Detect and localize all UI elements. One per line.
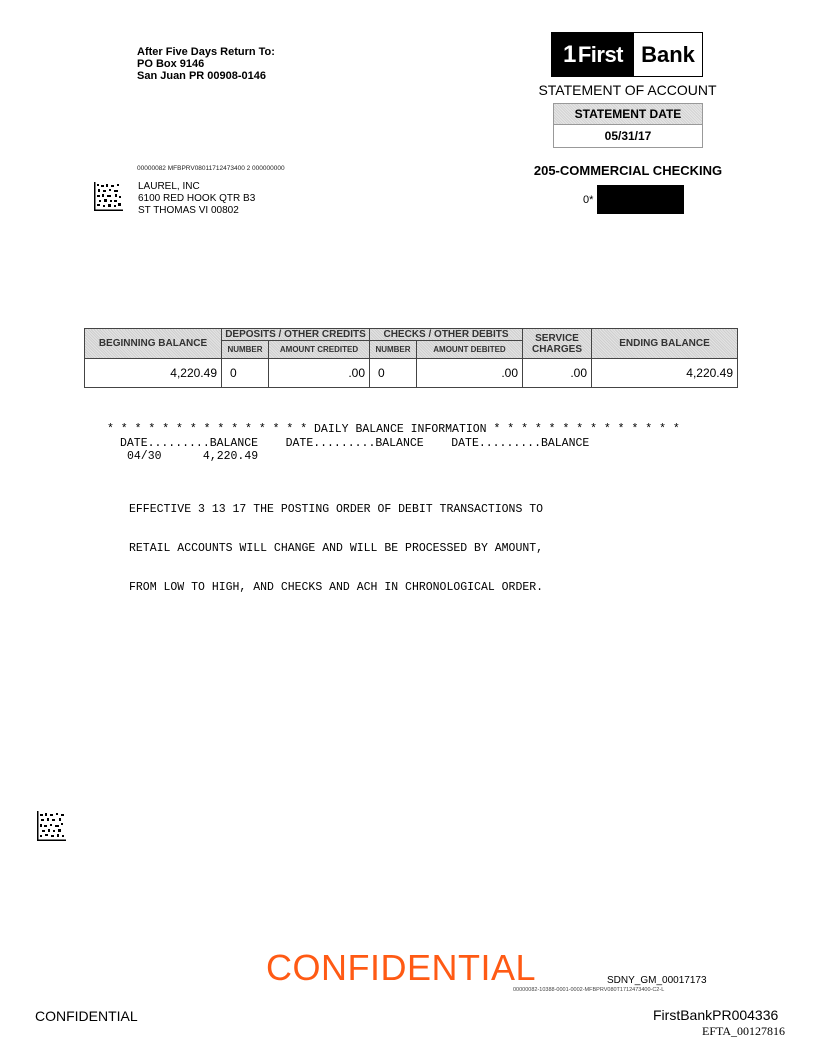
notice-line-2: RETAIL ACCOUNTS WILL CHANGE AND WILL BE PROCESSED BY AMOUNT, [129,542,544,555]
return-line-2: PO Box 9146 [137,58,205,70]
firstbank-bates-number: FirstBankPR004336 [653,1007,779,1023]
scan-code: 00000082 MFBPRV08011712473400 2 000000000 [137,165,285,172]
header-check-number: NUMBER [370,341,417,359]
header-service-charges: SERVICE CHARGES [523,329,592,359]
daily-balance-columns: DATE.........BALANCE DATE.........BALANCE DATE.........BALANCE [120,437,590,450]
amount-debited-value: .00 [417,359,523,388]
confidential-label: CONFIDENTIAL [35,1008,138,1024]
account-number-prefix: 0* [583,194,594,206]
firstbank-logo [551,32,703,77]
daily-balance-header: * * * * * * * * * * * * * * * DAILY BALANCE INFORMATION * * * * * * * * * * * * * * [107,423,680,436]
mailing-address [138,181,255,217]
ending-balance-value: 4,220.49 [592,359,738,388]
account-type: 205-COMMERCIAL CHECKING [533,163,723,178]
header-amount-debited: AMOUNT DEBITED [417,341,523,359]
account-number-redaction [597,185,684,214]
summary-values-row [85,359,738,388]
header-checks: CHECKS / OTHER DEBITS [370,329,523,341]
confidential-watermark: CONFIDENTIAL [266,947,537,988]
header-beginning-balance: BEGINNING BALANCE [85,329,222,359]
datamatrix-icon [94,182,123,211]
logo-number: 1 [562,40,576,68]
posting-order-notice [129,477,543,607]
city-address: ST THOMAS VI 00802 [138,205,239,216]
account-summary-table [84,328,738,388]
notice-line-1: EFFECTIVE 3 13 17 THE POSTING ORDER OF DEBIT TRANSACTIONS TO [129,503,544,516]
statement-date-value: 05/31/17 [604,129,652,143]
check-count-value: 0 [370,359,417,388]
header-ending-balance: ENDING BALANCE [592,329,738,359]
notice-line-3: FROM LOW TO HIGH, AND CHECKS AND ACH IN CHRONOLOGICAL ORDER. [129,581,544,594]
logo-word-first: First [577,41,624,67]
document-tracking-code: 00000082-10388-0001-0002-MFBPRV080T1712473400-C2-L [513,987,665,993]
efta-number: EFTA_00127816 [702,1024,786,1038]
service-charges-value: .00 [523,359,592,388]
header-deposit-number: NUMBER [222,341,269,359]
statement-date-label: STATEMENT DATE [554,104,702,125]
statement-date-box [553,103,703,148]
return-line-3: San Juan PR 00908-0146 [137,70,267,82]
return-address [137,46,275,82]
amount-credited-value: .00 [269,359,370,388]
street-address: 6100 RED HOOK QTR B3 [138,193,256,204]
deposit-count-value: 0 [222,359,269,388]
beginning-balance-value: 4,220.49 [85,359,222,388]
header-deposits: DEPOSITS / OTHER CREDITS [222,329,370,341]
sdny-bates-number: SDNY_GM_00017173 [607,975,707,986]
statement-title: STATEMENT OF ACCOUNT [538,82,717,98]
header-amount-credited: AMOUNT CREDITED [269,341,370,359]
daily-balance-row: 04/30 4,220.49 [127,450,259,463]
logo-word-bank: Bank [641,41,695,67]
customer-name: LAUREL, INC [138,181,200,192]
datamatrix-icon [37,811,66,841]
return-line-1: After Five Days Return To: [137,46,275,58]
